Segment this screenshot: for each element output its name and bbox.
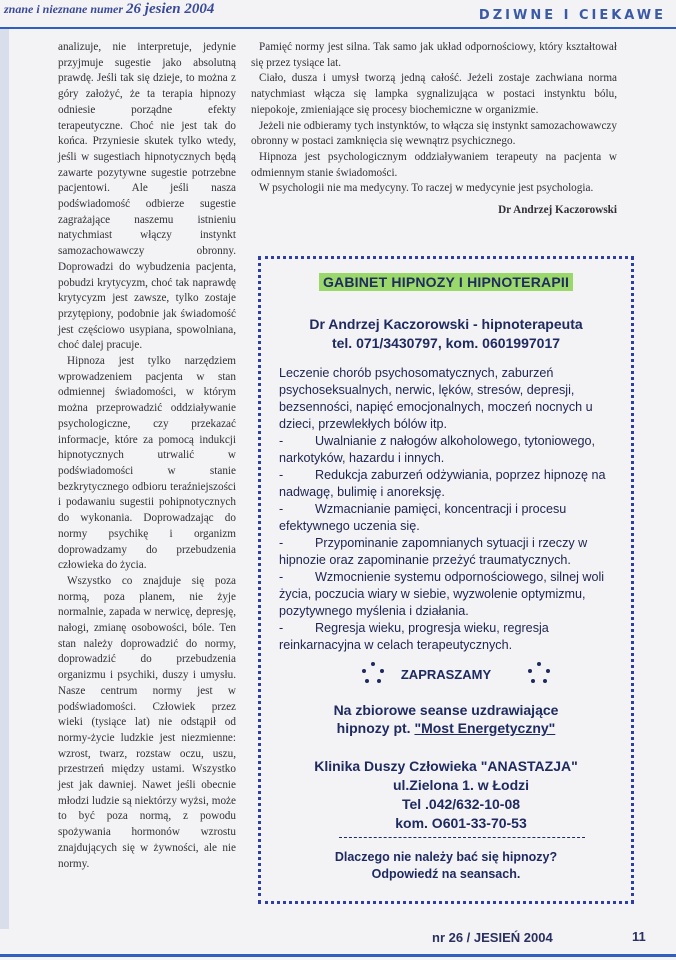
ad-question: Dlaczego nie należy bać się hipnozy?: [334, 850, 558, 864]
advertisement-box: [258, 256, 634, 904]
list-item: [279, 501, 617, 535]
invite-event-title: "Most Energetyczny": [414, 720, 556, 736]
right-paragraph-4: Hipnoza jest psychologicznym oddziaływaniem terapeuty na pacjenta w odmiennym stanie świadomości.: [251, 150, 617, 179]
ad-divider: [339, 837, 585, 838]
dash-bullet: -: [279, 468, 284, 482]
clinic-name: Klinika Duszy Człowieka "ANASTAZJA": [314, 758, 578, 774]
right-text-column: [251, 40, 617, 219]
list-item-text: Uwalnianie z nałogów alkoholowego, tytoniowego, narkotyków, hazardu i innych.: [279, 434, 596, 465]
right-paragraph-1: Pamięć normy jest silna. Tak samo jak układ odpornościowy, który kształtował się przez tysiące lat.: [251, 41, 617, 69]
left-paragraph-1: analizuje, nie interpretuje, jedynie przyjmuje sugestie jako absolutną prawdę. Jeśli tak się dzieje, to można z góry założyć, że ta terapia hipnozy odniesie porządne efekty terapeutyczne. Choć nie jest tak do końca. Przyniesie skutek tylko wtedy, jeśli w sugestiach hipnotycznych będą zawarte pozytywne sugestie potrzebne pacjentowi. Ale jeśli nasza podświadomość odbierze sugestie zagrażające naszemu istnieniu natychmiast włączy instynkt samozachowawczy obronny. Doprowadzi do wybudzenia pacjenta, pobudzi krytycyzm, choć tak naprawdę krytycyzm jest zawsze, tylko zostaje przytępiony, podobnie jak świadomość jest częściowo usypiana, spowolniana, choć dalej pracuje.: [58, 41, 236, 352]
list-item-text: Regresja wieku, progresja wieku, regresja reinkarnacyjna w celach terapeutycznych.: [279, 621, 549, 652]
list-item-text: Wzmocnienie systemu odpornościowego, silnej woli życia, poczucia wiary w siebie, wyzwolenie optymizmu, pozytywnego myślenia i działania.: [279, 570, 605, 618]
clinic-telephone: Tel .042/632-10-08: [401, 796, 521, 812]
dash-bullet: -: [279, 502, 284, 516]
ad-doctor-name: Dr Andrzej Kaczorowski - hipnoterapeuta: [309, 316, 583, 332]
header-rule: [0, 27, 676, 29]
footer-rule: [0, 954, 676, 957]
ad-question-block: [261, 849, 631, 883]
invite-line-2: [261, 719, 631, 737]
ad-services-list: [279, 365, 617, 654]
dot-cluster-icon: [527, 661, 551, 685]
ad-title-text: GABINET HIPNOZY I HIPNOTERAPII: [319, 273, 573, 291]
list-item: [279, 433, 617, 467]
section-title: DZIWNE I CIEKAWE: [478, 8, 666, 23]
ad-services-intro: Leczenie chorób psychosomatycznych, zaburzeń psychoseksualnych, nerwic, lęków, stresów, depresji, bezsenności, napięć emocjonalnych, moczeń nocnych u dzieci, przewlekłych bólów itp.: [279, 366, 593, 431]
list-item: [279, 569, 617, 620]
list-item-text: Przypominanie zapomnianych sytuacji i rzeczy w hipnozie oraz zapominanie przeżyć traumatycznych.: [279, 536, 588, 567]
stamp-issue: 26 jesien 2004: [126, 1, 215, 17]
dash-bullet: -: [279, 621, 284, 635]
list-item: [279, 535, 617, 569]
clinic-contact-block: [261, 757, 631, 833]
page-number: 11: [632, 929, 646, 944]
right-paragraph-5: W psychologii nie ma medycyny. To raczej w medycynie jest psychologia.: [259, 182, 594, 195]
clinic-mobile: kom. O601-33-70-53: [395, 815, 527, 831]
footer-issue: nr 26 / JESIEŃ 2004: [432, 930, 553, 945]
invite-line-1: Na zbiorowe seanse uzdrawiające: [333, 702, 559, 718]
list-item-text: Wzmacnianie pamięci, koncentracji i procesu efektywnego uczenia się.: [279, 502, 567, 533]
ad-doctor-block: [261, 315, 631, 353]
author-signature: Dr Andrzej Kaczorowski: [498, 204, 617, 217]
left-paragraph-3: Wszystko co znajduje się poza normą, poza planem, nie żyje normalnie, zapada w nerwicę, depresję, nałogi, zmianę osobowości, bóle. Ten stan należy doprowadzić do normy, doprowadzić do przebudzenia organizmu i psychiki, duszy i umysłu. Nasze centrum normy jest w podświadomości. Człowiek przez wieki (tysiące lat) nie odstąpił od normy-życie ludzkie jest niezmienne: wzrost, twarz, rozstaw oczu, uszu, przestrzeń między ustami. Wszystko jest jak dawniej. Nawet jeśli obecnie młodzi ludzie są niektórzy wyżsi, może to być poza normą, z powodu spożywania hormonów wzrostu znajdujących się w żywności, ale nie normy.: [58, 574, 236, 870]
right-paragraph-2: Ciało, dusza i umysł tworzą jedną całość. Jeżeli zostaje zachwiana norma natychmiast włącza się lampka sygnalizująca w postaci instynktu bólu, niepokoje, zmieniające się procesy biochemiczne w organizmie.: [251, 72, 617, 116]
left-text-column: [58, 40, 236, 872]
ad-doctor-phone: tel. 071/3430797, kom. 0601997017: [331, 335, 561, 351]
dash-bullet: -: [279, 536, 284, 550]
list-item: [279, 620, 617, 654]
left-paragraph-2: Hipnoza jest tylko narzędziem wprowadzeniem pacjenta w stan odmiennej świadomości, w którym można przeprowadzić oddziaływanie psychologiczne, czy przekazać informacje, które za pomocą indukcji hipnotycznych utrwalić w podświadomości w stanie bezkrytycznego odbioru teraźniejszości i podawaniu sugestii pohipnotycznych do wykonania. Doprowadzając do normy psychikę i organizm doprowadzamy do przebudzenia człowieka do życia.: [58, 355, 236, 572]
stamp-prefix: znane i nieznane numer: [4, 2, 124, 16]
ad-title: [261, 273, 631, 292]
invite-line-2-prefix: hipnozy pt.: [336, 720, 411, 736]
handwritten-issue-stamp: [4, 1, 214, 18]
dash-bullet: -: [279, 434, 284, 448]
list-item: [279, 467, 617, 501]
page-edge-strip: [0, 29, 9, 929]
ad-invite-block: [261, 701, 631, 737]
clinic-address: ul.Zielona 1. w Łodzi: [392, 777, 530, 793]
list-item-text: Redukcja zaburzeń odżywiania, poprzez hipnozę na nadwagę, bulimię i anoreksję.: [279, 468, 606, 499]
dash-bullet: -: [279, 570, 284, 584]
right-paragraph-3: Jeżeli nie odbieramy tych instynktów, to włącza się instynkt samozachowawczy obronny w postaci zamknięcia się wewnątrz psychicznego.: [251, 119, 617, 148]
ad-answer: Odpowiedź na seansach.: [371, 867, 521, 881]
invite-heading: ZAPRASZAMY: [400, 667, 492, 682]
